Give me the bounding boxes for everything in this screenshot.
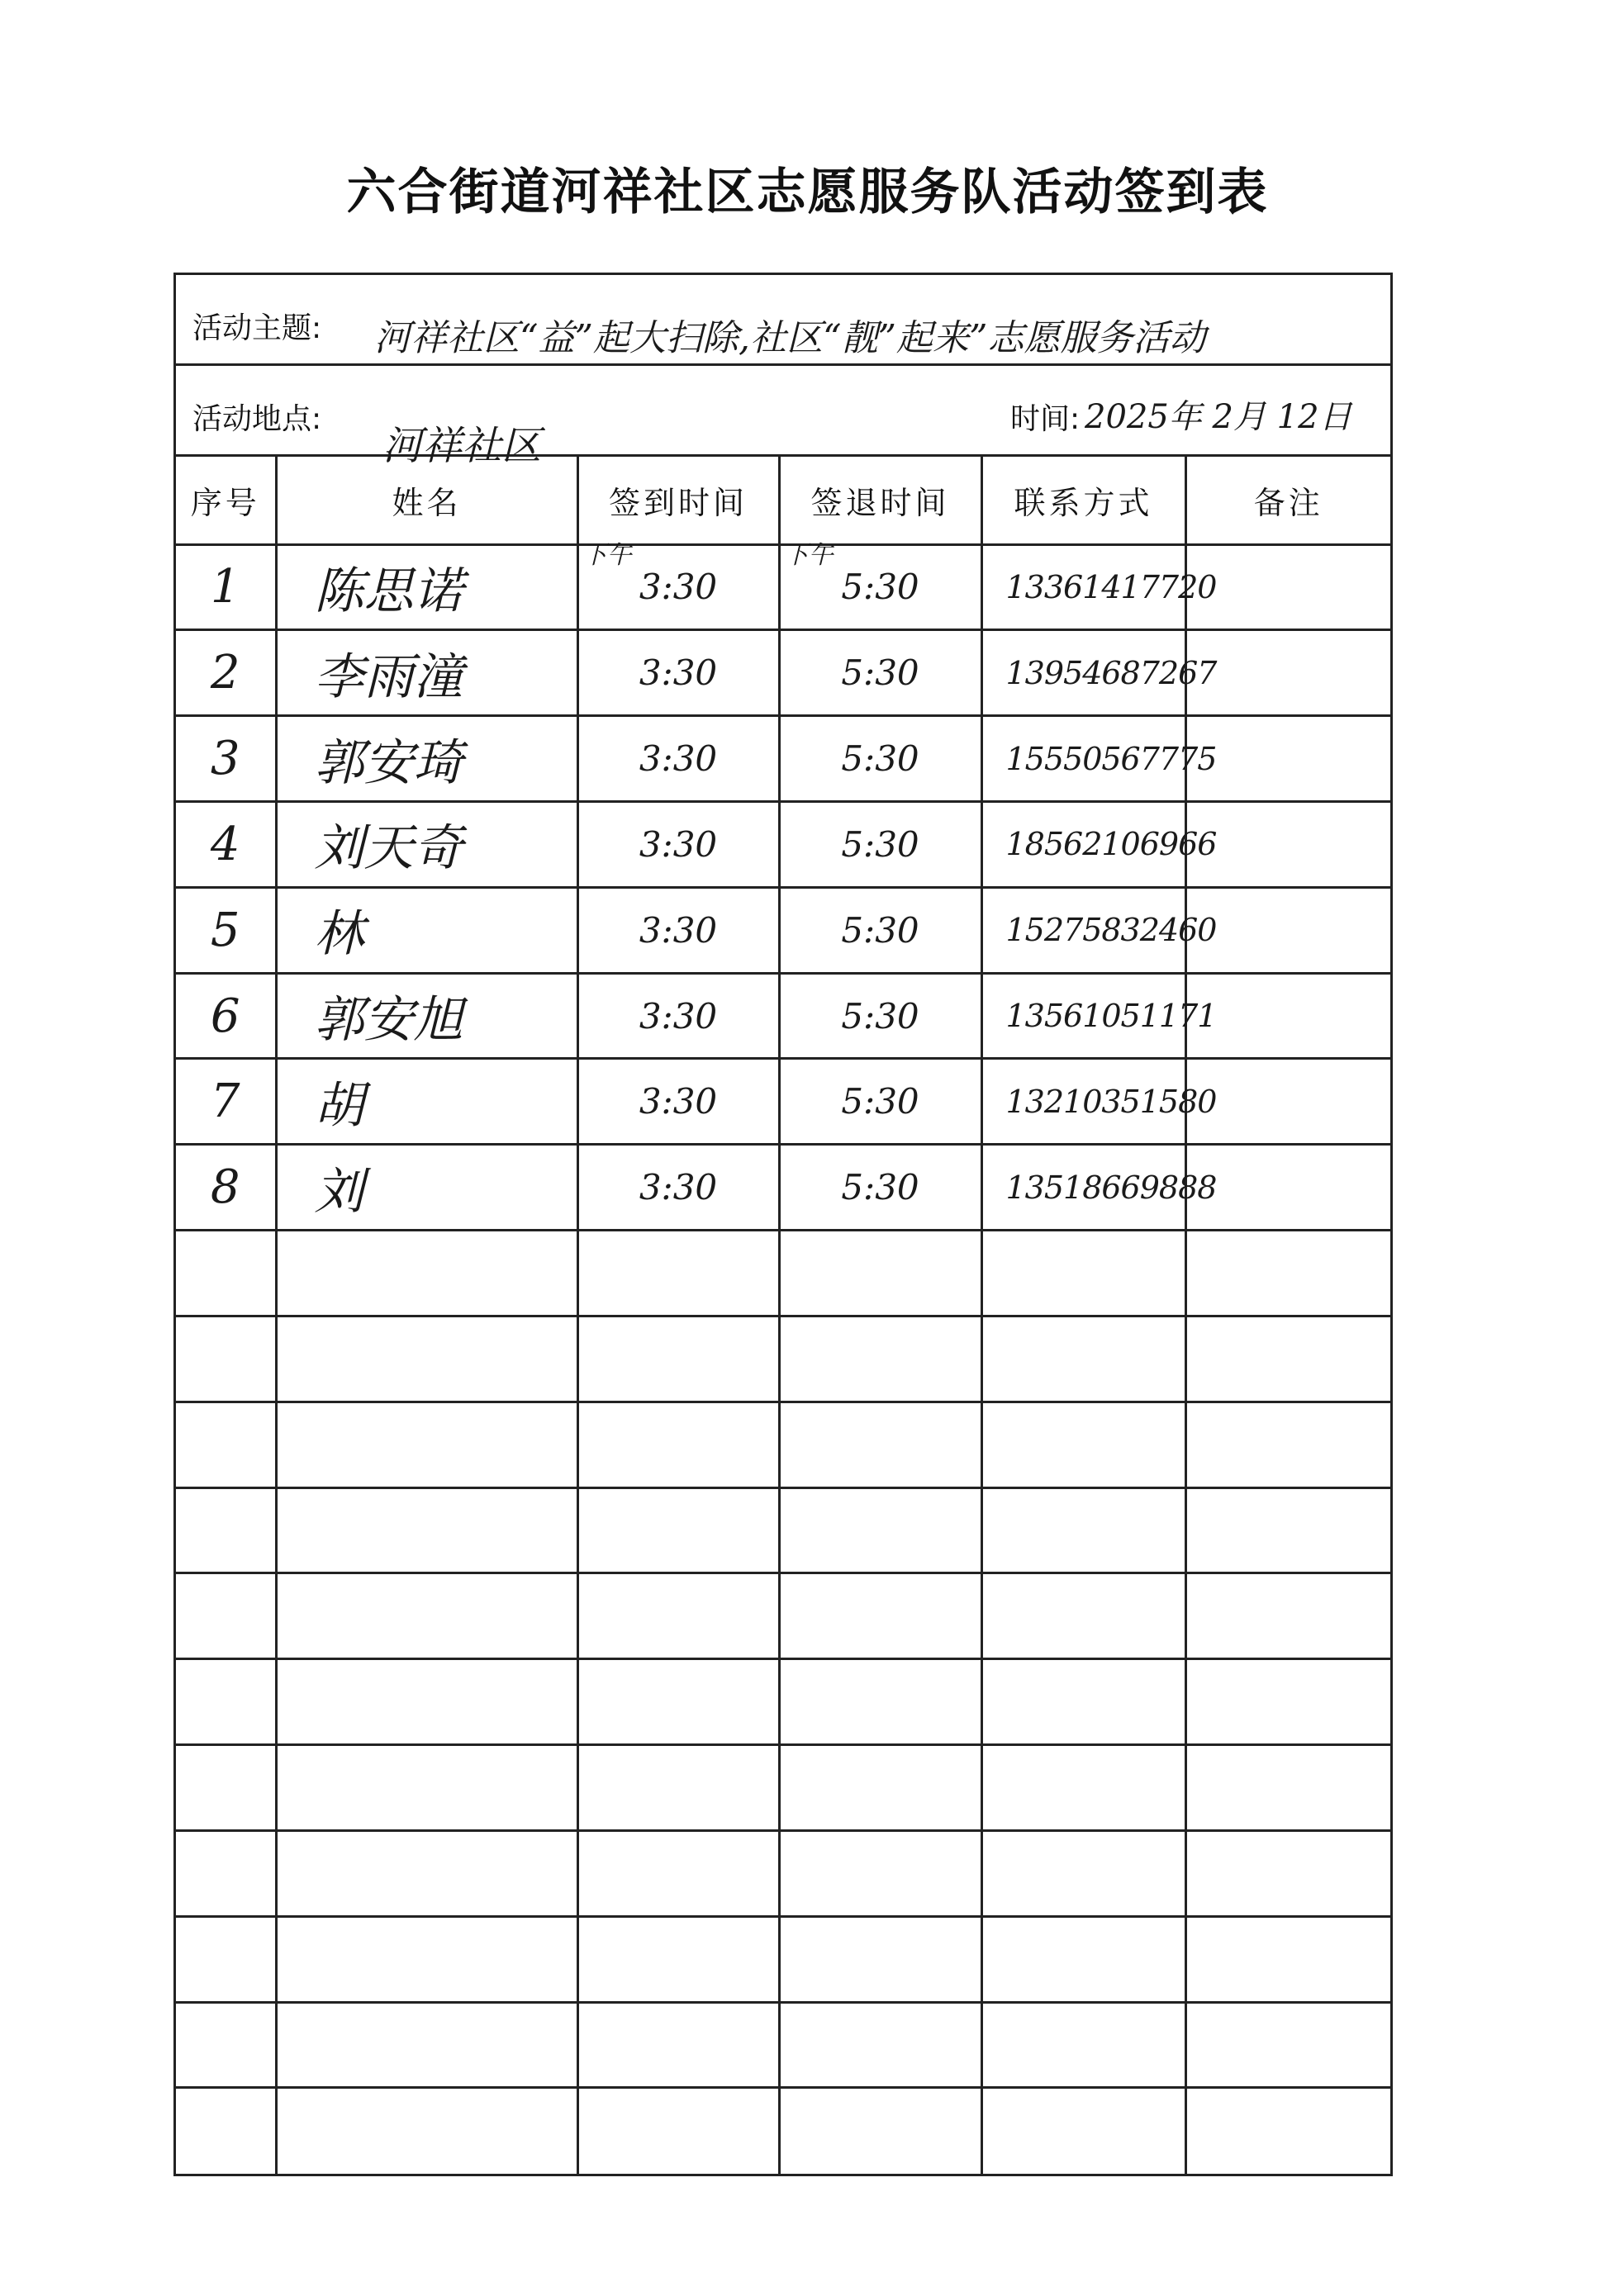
cell-name xyxy=(276,973,577,1059)
cell-name-text: 李雨潼 xyxy=(314,648,463,706)
cell-phone xyxy=(981,1231,1185,1316)
cell-phone xyxy=(981,801,1217,887)
cell-name xyxy=(276,1745,577,1831)
table-header-row xyxy=(176,457,1390,544)
cell-phone-text: 15550567775 xyxy=(1005,740,1217,777)
cell-name xyxy=(276,1573,577,1659)
cell-phone xyxy=(981,1573,1185,1659)
cell-checkin xyxy=(577,1916,779,2002)
table-row xyxy=(176,544,1390,630)
cell-checkout xyxy=(779,887,981,973)
cell-note xyxy=(1185,630,1390,716)
cell-checkin xyxy=(577,1573,779,1659)
cell-checkout xyxy=(779,1402,981,1487)
cell-name xyxy=(276,1059,577,1145)
cell-name xyxy=(276,544,577,630)
cell-checkin xyxy=(577,2088,779,2174)
cell-phone xyxy=(981,887,1217,973)
cell-seq xyxy=(176,2088,276,2174)
cell-seq xyxy=(176,630,276,716)
table-row xyxy=(176,887,1390,973)
cell-phone xyxy=(981,716,1217,802)
cell-checkout xyxy=(779,540,981,630)
table-row xyxy=(176,1316,1390,1402)
cell-phone-text: 18562106966 xyxy=(1005,826,1217,863)
cell-checkout xyxy=(779,1231,981,1316)
cell-note xyxy=(1185,2088,1390,2174)
cell-seq xyxy=(176,1231,276,1316)
cell-checkout xyxy=(779,1316,981,1402)
cell-seq xyxy=(176,544,276,630)
cell-seq xyxy=(176,1573,276,1659)
cell-name xyxy=(276,801,577,887)
column-header-contact: 联系方式 xyxy=(981,457,1185,544)
cell-checkin-text: 3:30 xyxy=(639,995,718,1037)
cell-checkin xyxy=(577,716,779,802)
cell-seq xyxy=(176,716,276,802)
cell-seq xyxy=(176,1487,276,1573)
cell-phone xyxy=(981,973,1217,1059)
cell-seq xyxy=(176,1745,276,1831)
cell-phone xyxy=(981,1916,1185,2002)
cell-seq-text: 7 xyxy=(210,1074,240,1129)
cell-checkout xyxy=(779,2088,981,2174)
cell-checkin xyxy=(577,1830,779,1916)
cell-seq-text: 8 xyxy=(210,1160,240,1215)
column-header-name: 姓名 xyxy=(276,457,577,544)
cell-name-text: 林 xyxy=(314,905,364,964)
cell-checkin-text: 3:30 xyxy=(639,823,718,865)
cell-checkout-text: 5:30 xyxy=(841,995,919,1037)
cell-phone-text: 13561051171 xyxy=(1005,998,1217,1035)
cell-seq xyxy=(176,973,276,1059)
column-header-checkout: 签退时间 xyxy=(779,457,981,544)
cell-name xyxy=(276,1316,577,1402)
document-title: 六合街道河祥社区志愿服务队活动签到表 xyxy=(346,164,1269,221)
cell-note xyxy=(1185,1231,1390,1316)
cell-checkout-text: 5:30 xyxy=(841,909,919,951)
cell-checkout xyxy=(779,1145,981,1231)
cell-note xyxy=(1185,1316,1390,1402)
location-value: 河祥社区 xyxy=(382,423,542,469)
column-header-seq: 序号 xyxy=(176,457,276,544)
cell-note xyxy=(1185,973,1390,1059)
cell-checkout xyxy=(779,2002,981,2088)
cell-checkin xyxy=(577,1745,779,1831)
cell-phone xyxy=(981,1316,1185,1402)
cell-checkout-text: 5:30 xyxy=(841,1081,919,1122)
cell-seq xyxy=(176,1316,276,1402)
cell-note xyxy=(1185,801,1390,887)
cell-checkin-text: 3:30 xyxy=(639,1081,718,1122)
cell-phone-text: 13954687267 xyxy=(1005,654,1217,691)
cell-checkout xyxy=(779,1573,981,1659)
cell-name-text: 胡 xyxy=(314,1076,364,1135)
column-header-checkin: 签到时间 xyxy=(577,457,779,544)
cell-seq-text: 1 xyxy=(210,560,240,614)
cell-checkout xyxy=(779,716,981,802)
cell-checkout-text: 5:30 xyxy=(841,823,919,865)
cell-name xyxy=(276,716,577,802)
cell-checkout-text: 5:30 xyxy=(841,652,919,694)
cell-checkout xyxy=(779,1059,981,1145)
cell-checkout-text: 5:30 xyxy=(841,738,919,780)
cell-seq xyxy=(176,887,276,973)
cell-seq xyxy=(176,1916,276,2002)
cell-checkout xyxy=(779,1745,981,1831)
cell-checkout xyxy=(779,1487,981,1573)
cell-checkout xyxy=(779,1830,981,1916)
table-row xyxy=(176,1145,1390,1231)
cell-note xyxy=(1185,1402,1390,1487)
cell-note xyxy=(1185,1487,1390,1573)
cell-name-text: 郭安琦 xyxy=(314,733,463,792)
cell-seq xyxy=(176,1402,276,1487)
cell-checkin xyxy=(577,1059,779,1145)
table-row xyxy=(176,1487,1390,1573)
activity-location-row xyxy=(176,366,1390,469)
table-row xyxy=(176,973,1390,1059)
table-row xyxy=(176,1059,1390,1145)
cell-note xyxy=(1185,2002,1390,2088)
cell-name-text: 郭安旭 xyxy=(314,991,463,1050)
cell-phone xyxy=(981,1487,1185,1573)
cell-note xyxy=(1185,716,1390,802)
table-row xyxy=(176,2088,1390,2174)
location-label: 活动地点: xyxy=(192,402,322,436)
cell-seq-text: 2 xyxy=(210,646,240,700)
cell-seq xyxy=(176,1659,276,1745)
table-row xyxy=(176,801,1390,887)
cell-phone xyxy=(981,1830,1185,1916)
cell-checkin xyxy=(577,630,779,716)
date-label: 时间: xyxy=(1010,402,1081,436)
cell-phone xyxy=(981,1145,1217,1231)
cell-checkout-text: 5:30 xyxy=(841,567,919,608)
cell-name xyxy=(276,1145,577,1231)
theme-label: 活动主题: xyxy=(192,311,322,345)
cell-phone xyxy=(981,2002,1185,2088)
table-row xyxy=(176,1745,1390,1831)
cell-checkin xyxy=(577,801,779,887)
cell-checkin xyxy=(577,1316,779,1402)
cell-checkin-text: 3:30 xyxy=(639,567,718,608)
cell-seq-text: 3 xyxy=(210,732,240,786)
cell-phone xyxy=(981,1659,1185,1745)
cell-note xyxy=(1185,1573,1390,1659)
cell-name-text: 刘 xyxy=(314,1162,364,1221)
activity-theme-row xyxy=(176,275,1390,366)
table-row xyxy=(176,1659,1390,1745)
cell-phone xyxy=(981,544,1217,630)
cell-name xyxy=(276,1830,577,1916)
cell-phone xyxy=(981,1059,1217,1145)
cell-phone-text: 15275832460 xyxy=(1005,912,1217,949)
cell-name xyxy=(276,1402,577,1487)
cell-seq xyxy=(176,1059,276,1145)
cell-checkout xyxy=(779,801,981,887)
cell-name xyxy=(276,1659,577,1745)
cell-note xyxy=(1185,544,1390,630)
cell-note xyxy=(1185,1916,1390,2002)
cell-checkin xyxy=(577,1145,779,1231)
cell-checkin-text: 3:30 xyxy=(639,738,718,780)
cell-checkin xyxy=(577,540,779,630)
cell-name xyxy=(276,887,577,973)
table-row xyxy=(176,1231,1390,1316)
cell-note xyxy=(1185,1745,1390,1831)
cell-phone-text: 13361417720 xyxy=(1005,568,1217,605)
cell-name xyxy=(276,2002,577,2088)
cell-note xyxy=(1185,1059,1390,1145)
cell-note xyxy=(1185,1830,1390,1916)
cell-checkin-text: 3:30 xyxy=(639,652,718,694)
cell-checkout-text: 5:30 xyxy=(841,1167,919,1208)
cell-seq xyxy=(176,1830,276,1916)
cell-phone-text: 13518669888 xyxy=(1005,1169,1217,1206)
cell-checkin xyxy=(577,1231,779,1316)
table-row xyxy=(176,716,1390,802)
cell-checkin-text: 3:30 xyxy=(639,909,718,951)
cell-note xyxy=(1185,1145,1390,1231)
cell-seq-text: 5 xyxy=(210,903,240,957)
cell-checkout xyxy=(779,1659,981,1745)
cell-checkin xyxy=(577,2002,779,2088)
cell-note xyxy=(1185,887,1390,973)
cell-name xyxy=(276,1916,577,2002)
cell-name xyxy=(276,2088,577,2174)
cell-phone xyxy=(981,1402,1185,1487)
cell-checkin xyxy=(577,887,779,973)
pm-mark: 下午 xyxy=(783,540,834,570)
column-header-note: 备注 xyxy=(1185,457,1390,544)
cell-phone-text: 13210351580 xyxy=(1005,1083,1217,1120)
cell-seq-text: 4 xyxy=(210,817,240,871)
cell-checkin xyxy=(577,1487,779,1573)
cell-name-text: 刘天奇 xyxy=(314,819,463,878)
cell-checkout xyxy=(779,973,981,1059)
cell-checkout xyxy=(779,630,981,716)
cell-seq xyxy=(176,2002,276,2088)
cell-note xyxy=(1185,1659,1390,1745)
cell-checkin xyxy=(577,1402,779,1487)
table-row xyxy=(176,1573,1390,1659)
theme-value: 河祥社区“益”起大扫除,社区“靓”起来”志愿服务活动 xyxy=(374,317,1206,359)
cell-name xyxy=(276,1231,577,1316)
table-row xyxy=(176,630,1390,716)
cell-checkin-text: 3:30 xyxy=(639,1167,718,1208)
table-row xyxy=(176,2002,1390,2088)
cell-seq xyxy=(176,1145,276,1231)
table-row xyxy=(176,1830,1390,1916)
cell-checkout xyxy=(779,1916,981,2002)
cell-phone xyxy=(981,2088,1185,2174)
cell-phone xyxy=(981,630,1217,716)
pm-mark: 下午 xyxy=(582,540,632,570)
table-row xyxy=(176,1916,1390,2002)
cell-name xyxy=(276,1487,577,1573)
attendance-table xyxy=(176,457,1390,2174)
cell-name xyxy=(276,630,577,716)
date-value: 2025年 2月 12日 xyxy=(1085,398,1352,436)
cell-seq xyxy=(176,801,276,887)
table-row xyxy=(176,1402,1390,1487)
cell-checkin xyxy=(577,1659,779,1745)
cell-checkin xyxy=(577,973,779,1059)
cell-name-text: 陈思诺 xyxy=(314,562,463,620)
cell-seq-text: 6 xyxy=(210,989,240,1043)
sign-in-sheet xyxy=(173,273,1393,2176)
cell-phone xyxy=(981,1745,1185,1831)
